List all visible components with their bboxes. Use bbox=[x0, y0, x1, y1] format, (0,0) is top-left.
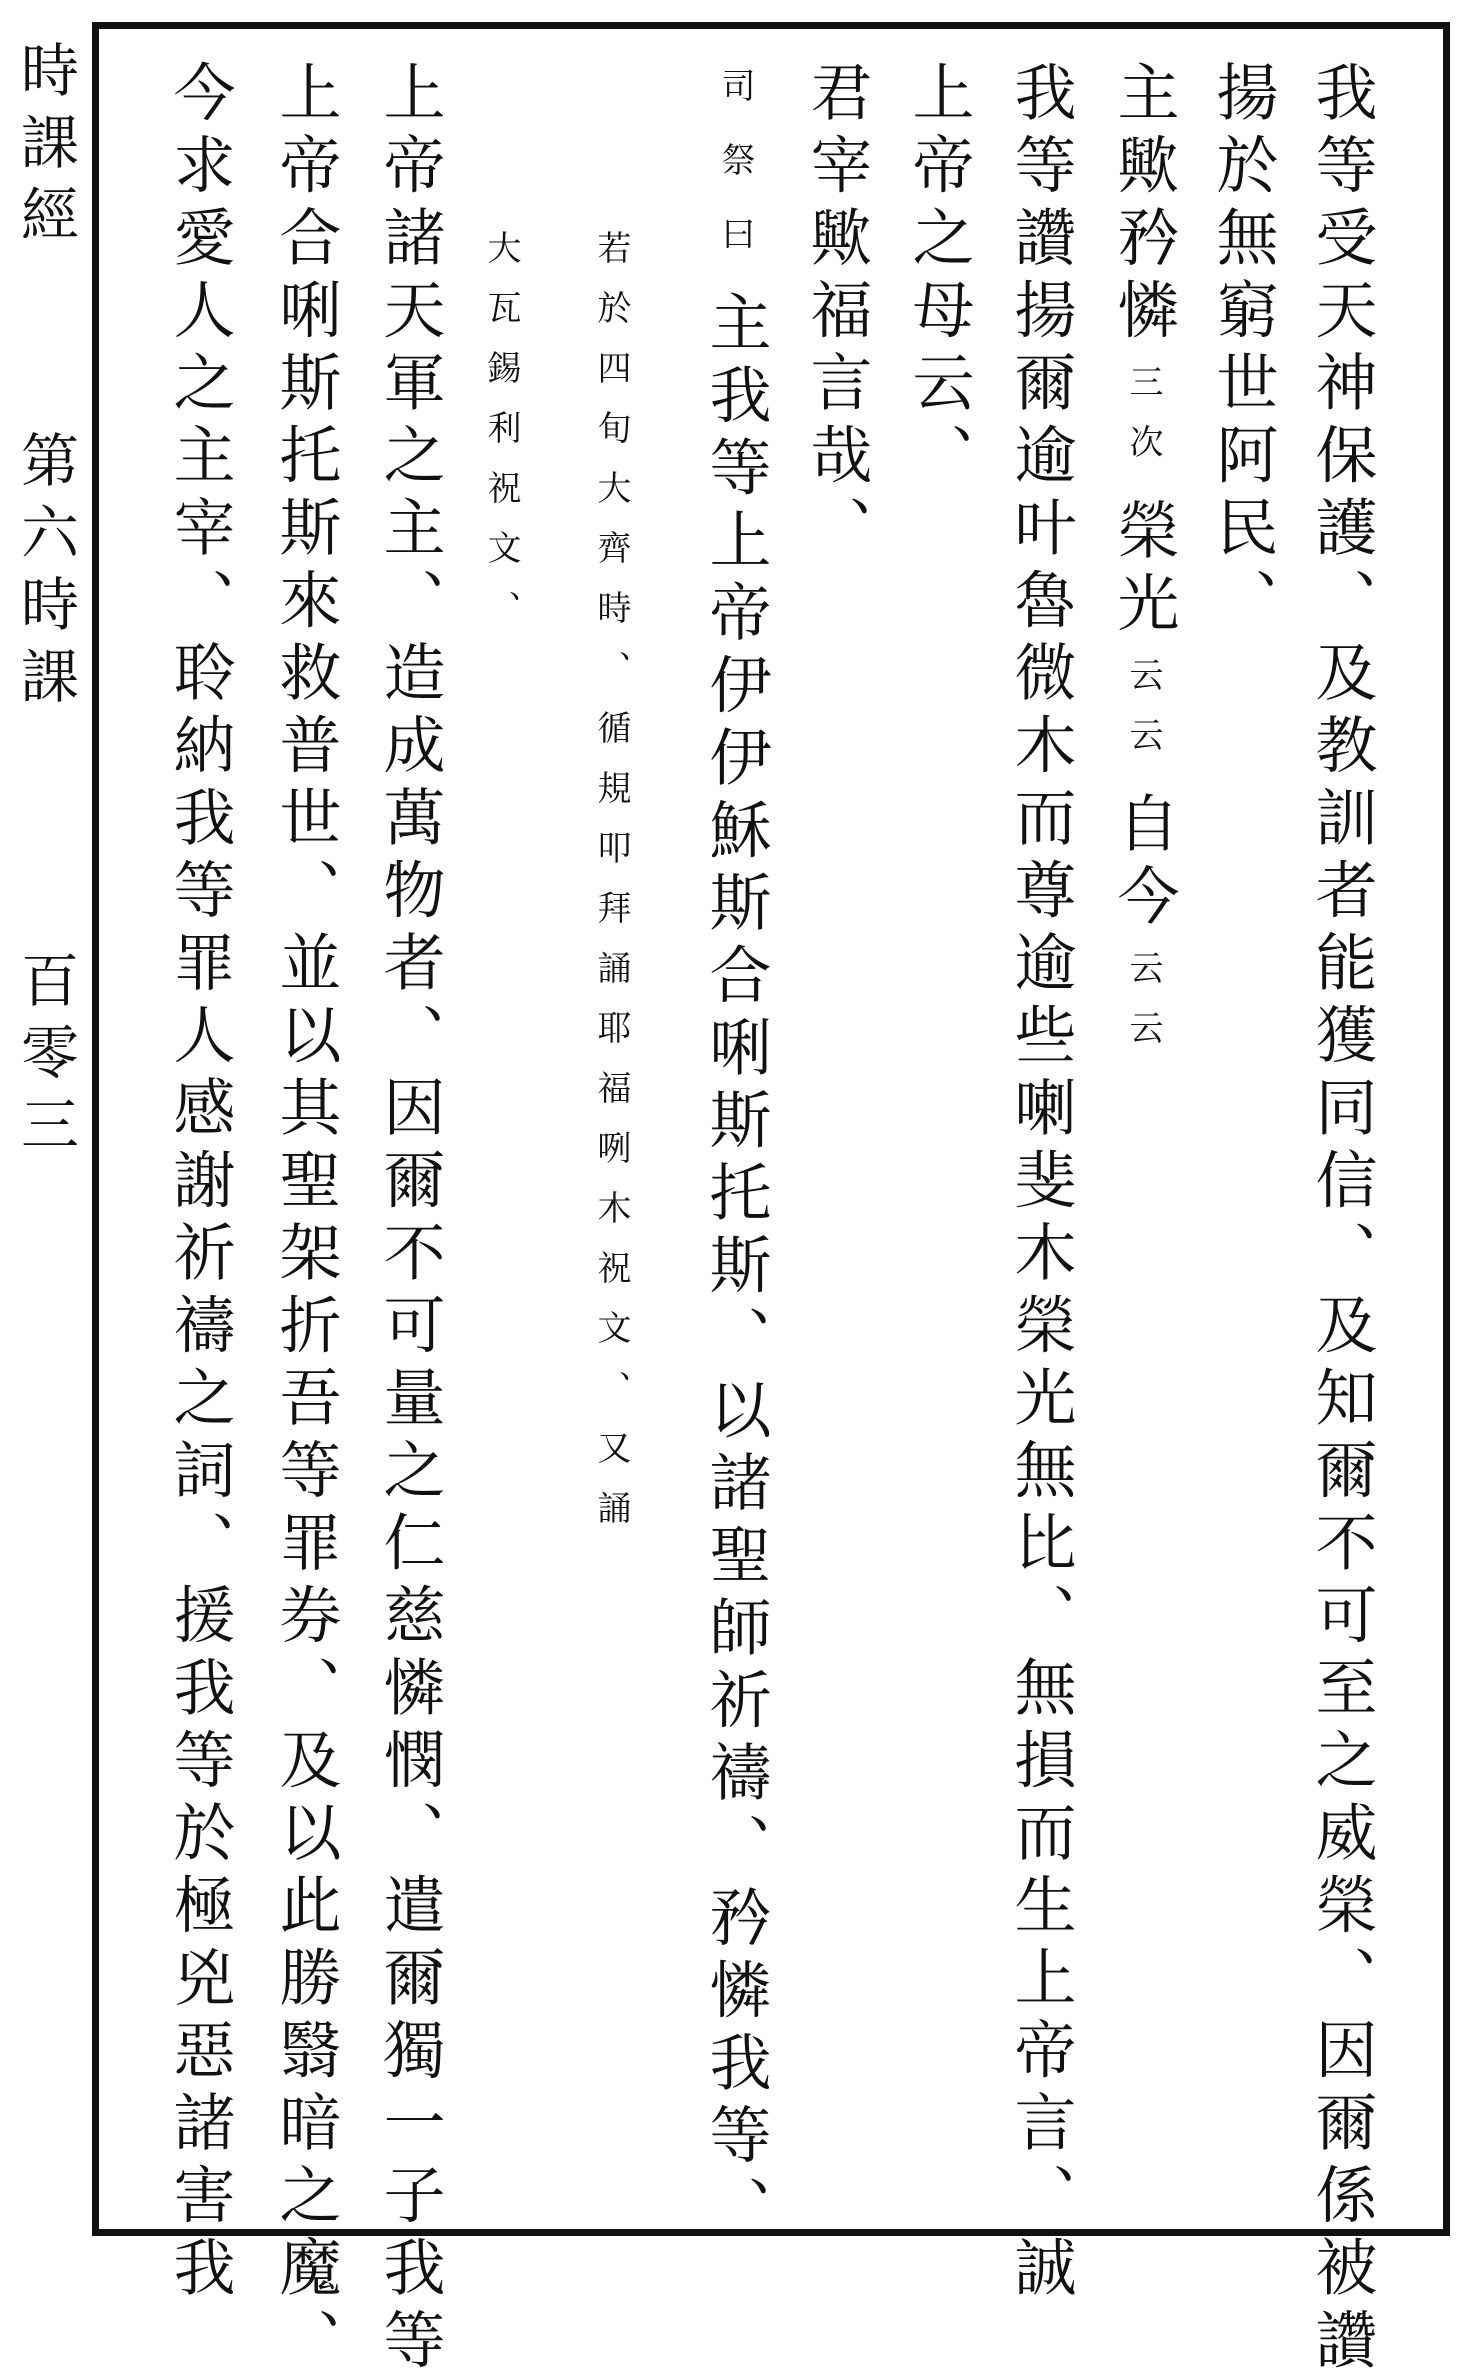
text-column-3 bbox=[1108, 60, 1178, 1070]
rubric-column-2: 大瓦錫利祝文、 bbox=[481, 230, 521, 650]
text-column-10: 今求愛人之主宰、聆納我等罪人感謝祈禱之詞、援我等於極兇惡諸害我 bbox=[163, 60, 236, 2308]
text-column-4: 我等讚揚爾逾叶魯微木而尊逾些喇斐木榮光無比、無損而生上帝言、誠 bbox=[1004, 60, 1077, 2308]
text-column-7 bbox=[700, 68, 770, 2248]
column-3-phrase-1: 主歟矜憐 bbox=[1107, 60, 1180, 350]
text-column-2: 揚於無窮世阿民、 bbox=[1206, 60, 1279, 640]
page-margin bbox=[0, 0, 92, 2278]
text-column-5: 上帝之母云、 bbox=[902, 60, 975, 495]
text-column-6: 君宰歟福言哉、 bbox=[800, 60, 873, 568]
rubric-column-1: 若於四旬大齊時、循規叩拜誦耶福咧木祝文、又誦 bbox=[591, 230, 631, 1550]
column-3-note-3: 云云 bbox=[1123, 950, 1163, 1070]
book-title: 時課經 bbox=[11, 40, 79, 256]
column-3-phrase-3: 自今 bbox=[1107, 791, 1180, 936]
page-number: 百零三 bbox=[11, 950, 79, 1166]
chapter-title: 第六時課 bbox=[11, 430, 79, 718]
text-column-1: 我等受天神保護、及教訓者能獲同信、及知爾不可至之威榮、因爾係被讚 bbox=[1305, 60, 1378, 2380]
column-7-text: 主我等上帝伊伊穌斯合唎斯托斯、以諸聖師祈禱、矜憐我等、 bbox=[699, 290, 772, 2248]
column-3-note-2: 云云 bbox=[1123, 657, 1163, 777]
rubric-priest-says: 司祭曰 bbox=[715, 68, 755, 290]
column-3-phrase-2: 榮光 bbox=[1107, 498, 1180, 643]
text-column-9: 上帝合唎斯托斯來救普世、並以其聖架折吾等罪券、及以此勝翳暗之魔、 bbox=[269, 60, 342, 2380]
text-column-8: 上帝諸天軍之主、造成萬物者、因爾不可量之仁慈憐憫、遣爾獨一子我等 bbox=[373, 60, 446, 2380]
column-3-note-1: 三次 bbox=[1123, 364, 1163, 484]
